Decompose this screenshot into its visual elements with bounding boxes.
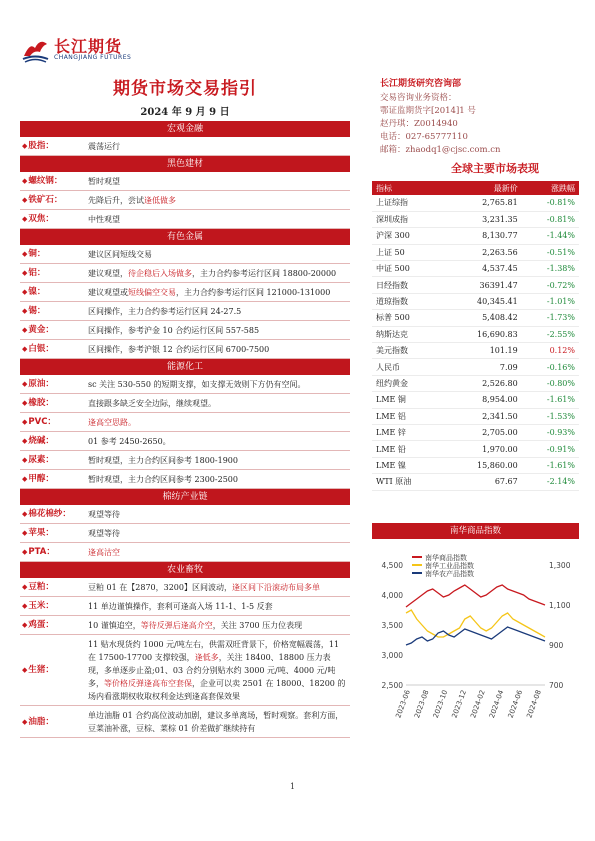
commodity-name (20, 451, 84, 469)
table-row (372, 343, 579, 359)
market-table (372, 181, 579, 491)
diamond-bullet-icon: ◆ (22, 583, 28, 591)
advice-text: 豆粕 01 在【2870，3200】区间波动， (88, 583, 232, 592)
section-header: 能源化工 (20, 359, 350, 375)
diamond-bullet-icon: ◆ (22, 269, 28, 277)
diamond-bullet-icon: ◆ (22, 529, 28, 537)
table-row (372, 441, 579, 457)
advice-text: 中性观望 (88, 215, 120, 224)
table-row (372, 261, 579, 277)
commodity-row (20, 302, 350, 321)
commodity-row (20, 340, 350, 359)
advice-text: 建议观望， (88, 269, 128, 278)
market-name: 日经指数 (372, 277, 442, 293)
commodity-row (20, 283, 350, 302)
market-name: 人民币 (372, 359, 442, 375)
diamond-bullet-icon: ◆ (22, 177, 28, 185)
advice-text: 区间操作，参考沪金 10 合约运行区间 557-585 (88, 326, 260, 335)
market-price: 36391.47 (442, 277, 522, 293)
legend-label: 南华工业品指数 (425, 562, 474, 570)
y-left-tick-label: 2,500 (381, 681, 403, 690)
market-table-title: 全球主要市场表现 (451, 162, 539, 175)
commodity-name (20, 505, 84, 523)
x-tick-label: 2023-10 (431, 688, 450, 720)
commodity-row (20, 210, 350, 229)
advice-text: ，主力合约参考运行区间 121000-131000 (176, 288, 331, 297)
diamond-bullet-icon: ◆ (22, 475, 28, 483)
contact-line: 交易咨询业务资格： (380, 93, 457, 103)
y-right-tick-label: 900 (549, 641, 564, 650)
commodity-label: 螺纹钢： (28, 176, 63, 186)
diamond-bullet-icon: ◆ (22, 380, 28, 388)
page-title: 期货市场交易指引 (113, 79, 257, 99)
commodity-name (20, 578, 84, 596)
advice-text: 震荡运行 (88, 142, 120, 151)
market-name: 中证 500 (372, 261, 442, 277)
market-name: WTI 原油 (372, 474, 442, 490)
commodity-name (20, 524, 84, 542)
advice-text: 建议区间短线交易 (88, 250, 152, 259)
commodity-advice (84, 635, 350, 705)
contact-line: 赵丹琪：Z0014940 (380, 119, 458, 129)
commodity-row (20, 264, 350, 283)
commodity-label: 双焦： (28, 214, 54, 224)
y-right-tick-label: 1,100 (549, 601, 571, 610)
market-change: -1.01% (522, 293, 579, 309)
commodity-advice (84, 394, 350, 412)
market-name: LME 铜 (372, 392, 442, 408)
advice-text: 观望等待 (88, 510, 120, 519)
commodity-name (20, 706, 84, 737)
market-name: LME 铅 (372, 441, 442, 457)
commodity-advice (84, 451, 350, 469)
commodity-row (20, 451, 350, 470)
diamond-bullet-icon: ◆ (22, 288, 28, 296)
y-left-tick-label: 4,000 (381, 591, 403, 600)
commodity-label: 油脂： (28, 716, 54, 727)
table-row (372, 326, 579, 342)
commodity-label: 尿素： (28, 455, 54, 465)
report-date: 2024 年 9 月 9 日 (140, 107, 230, 118)
commodity-row (20, 245, 350, 264)
table-row (372, 359, 579, 375)
commodity-advice (84, 432, 350, 450)
commodity-name (20, 245, 84, 263)
commodity-row (20, 635, 350, 706)
diamond-bullet-icon: ◆ (22, 602, 28, 610)
advice-text: ，关注 18400、18800 压力表现，多单逐步止盈;01、03 合约分别贴水约 3000 元/吨、4000 元/吨多， (88, 653, 336, 688)
market-price: 2,705.00 (442, 424, 522, 440)
market-name: 纳斯达克 (372, 326, 442, 342)
market-change: -2.14% (522, 474, 579, 490)
commodity-name (20, 635, 84, 705)
commodity-name (20, 340, 84, 358)
commodity-name (20, 302, 84, 320)
market-price: 16,690.83 (442, 326, 522, 342)
commodity-label: PVC： (28, 417, 56, 427)
commodity-advice (84, 470, 350, 488)
commodity-label: 原油： (28, 379, 54, 389)
nanhua-index-chart (372, 545, 579, 735)
commodity-advice (84, 375, 350, 393)
commodity-name (20, 137, 84, 155)
market-name: 沪深 300 (372, 228, 442, 244)
market-change: -2.55% (522, 326, 579, 342)
market-price: 8,130.77 (442, 228, 522, 244)
commodity-advice (84, 172, 350, 190)
commodity-label: 铁矿石： (28, 195, 63, 205)
x-tick-label: 2023-08 (413, 688, 431, 720)
section-header: 棉纺产业链 (20, 489, 350, 505)
header-price: 最新价 (442, 181, 522, 195)
commodity-label: 黄金： (28, 325, 54, 335)
market-price: 2,526.80 (442, 375, 522, 391)
highlight-text: 等价格反弹逢高布空套保 (104, 679, 192, 688)
series-line (406, 585, 545, 607)
commodity-row (20, 470, 350, 489)
contact-line: 邮箱：zhaodq1@cjsc.com.cn (380, 145, 501, 155)
market-change: -0.81% (522, 211, 579, 227)
advice-text: 先降后升，尝试 (88, 196, 144, 205)
market-change: -0.80% (522, 375, 579, 391)
commodity-label: 生猪： (28, 665, 54, 675)
commodity-name (20, 264, 84, 282)
x-tick-label: 2024-02 (469, 688, 487, 720)
diamond-bullet-icon: ◆ (22, 142, 28, 150)
commodity-advice (84, 597, 350, 615)
market-price: 2,263.56 (442, 244, 522, 260)
highlight-text: 逢高沽空 (88, 548, 120, 557)
market-price: 2,341.50 (442, 408, 522, 424)
commodity-advice (84, 524, 350, 542)
x-tick-label: 2023-06 (394, 688, 412, 720)
diamond-bullet-icon: ◆ (22, 510, 28, 518)
highlight-text: 逢区间下沿滚动布局多单 (231, 583, 320, 592)
commodity-row (20, 172, 350, 191)
commodity-advice (84, 413, 350, 431)
market-change: -1.61% (522, 392, 579, 408)
commodity-name (20, 375, 84, 393)
market-price: 101.19 (442, 343, 522, 359)
commodity-row (20, 413, 350, 432)
table-row (372, 195, 579, 211)
contact-info (380, 78, 580, 157)
market-table-header (372, 181, 579, 195)
diamond-bullet-icon: ◆ (22, 456, 28, 464)
commodity-row (20, 578, 350, 597)
market-price: 2,765.81 (442, 195, 522, 211)
market-price: 8,954.00 (442, 392, 522, 408)
diamond-bullet-icon: ◆ (22, 437, 28, 445)
commodity-row (20, 321, 350, 340)
commodity-advice (84, 264, 350, 282)
advice-text: 11 单边谨慎操作，套利可逢高入场 11-1、1-5 反套 (88, 602, 273, 611)
commodity-label: 橡胶： (28, 398, 54, 408)
commodity-row (20, 524, 350, 543)
commodity-name (20, 470, 84, 488)
market-price: 3,231.35 (442, 211, 522, 227)
commodity-row (20, 505, 350, 524)
advice-text: ，企业可以卖 2501 在 18000、18200 的场内看涨期权收取权利金达到逢高套保效果 (88, 679, 346, 701)
diamond-bullet-icon: ◆ (22, 326, 28, 334)
market-change: -1.53% (522, 408, 579, 424)
commodity-label: 镍： (28, 287, 46, 297)
x-tick-label: 2024-08 (525, 688, 543, 720)
x-tick-label: 2023-12 (450, 688, 469, 720)
changjiang-logo-icon (20, 34, 50, 64)
advice-text: 暂时观望，主力合约区间参考 2300-2500 (88, 475, 238, 484)
commodity-name (20, 432, 84, 450)
market-change: -1.38% (522, 261, 579, 277)
market-name: 上证 50 (372, 244, 442, 260)
diamond-bullet-icon: ◆ (22, 345, 28, 353)
market-price: 7.09 (442, 359, 522, 375)
advice-text: 暂时观望，主力合约区间参考 1800-1900 (88, 456, 238, 465)
commodity-label: 苹果： (28, 528, 54, 538)
highlight-text: 待企稳后入场做多 (128, 269, 192, 278)
diamond-bullet-icon: ◆ (22, 250, 28, 258)
market-price: 5,408.42 (442, 310, 522, 326)
section-header: 有色金属 (20, 229, 350, 245)
advice-text: ，关注 3700 压力位表现 (212, 621, 303, 630)
commodity-advice (84, 210, 350, 228)
commodity-name (20, 321, 84, 339)
commodity-name (20, 283, 84, 301)
commodity-advice (84, 137, 350, 155)
diamond-bullet-icon: ◆ (22, 399, 28, 407)
commodity-advice (84, 283, 350, 301)
market-change: -1.73% (522, 310, 579, 326)
header-change: 涨跌幅 (522, 181, 579, 195)
commodity-name (20, 172, 84, 190)
commodity-label: 玉米： (28, 601, 54, 611)
table-row (372, 244, 579, 260)
table-row (372, 424, 579, 440)
commodity-label: 白银： (28, 344, 54, 354)
commodity-advice (84, 191, 350, 209)
advice-text: 01 参考 2450-2650。 (88, 437, 171, 446)
commodity-advice (84, 616, 350, 634)
advice-text: 观望等待 (88, 529, 120, 538)
commodity-label: 铜： (28, 249, 46, 259)
market-name: LME 锌 (372, 424, 442, 440)
market-change: -0.93% (522, 424, 579, 440)
advice-text: 建议观望或 (88, 288, 128, 297)
table-row (372, 277, 579, 293)
commodity-guide (20, 121, 350, 738)
commodity-row (20, 616, 350, 635)
table-row (372, 211, 579, 227)
advice-text: 直接跟多缺乏安全边际，继续观望。 (88, 399, 216, 408)
table-row (372, 228, 579, 244)
commodity-advice (84, 505, 350, 523)
brand-name: 长江期货 (54, 37, 123, 56)
highlight-text: 逢低多 (194, 653, 219, 662)
commodity-name (20, 191, 84, 209)
market-change: -1.61% (522, 457, 579, 473)
table-row (372, 392, 579, 408)
market-change: -0.81% (522, 195, 579, 211)
advice-text: 单边油脂 01 合约高位波动加剧，建议多单离场，暂时观察。套利方面，豆菜油补涨，豆棕、菜棕 01 价差做扩继续持有 (88, 711, 344, 733)
advice-text: ，主力合约参考运行区间 18800-20000 (192, 269, 337, 278)
market-price: 4,537.45 (442, 261, 522, 277)
market-name: 道琼指数 (372, 293, 442, 309)
commodity-row (20, 432, 350, 451)
market-change: -0.91% (522, 441, 579, 457)
market-price: 40,345.41 (442, 293, 522, 309)
market-change: -0.51% (522, 244, 579, 260)
advice-text: 区间操作，参考沪银 12 合约运行区间 6700-7500 (88, 345, 270, 354)
commodity-label: 鸡蛋： (28, 620, 54, 630)
commodity-name (20, 543, 84, 561)
market-name: LME 镍 (372, 457, 442, 473)
advice-text: 11 贴水现货约 1000 元/吨左右，供需双旺背景下，价格宽幅震荡，11 在 17500-17700 支撑较强， (88, 640, 340, 662)
commodity-label: 锡： (28, 306, 46, 316)
y-left-tick-label: 3,500 (381, 621, 403, 630)
diamond-bullet-icon: ◆ (22, 215, 28, 223)
commodity-name (20, 413, 84, 431)
commodity-label: 棉花棉纱： (28, 509, 71, 519)
diamond-bullet-icon: ◆ (22, 717, 28, 726)
market-name: 美元指数 (372, 343, 442, 359)
org-name: 长江期货研究咨询部 (380, 79, 462, 89)
commodity-row (20, 706, 350, 738)
commodity-label: PTA： (28, 547, 55, 557)
commodity-advice (84, 245, 350, 263)
section-header: 黑色建材 (20, 156, 350, 172)
section-header: 农业畜牧 (20, 562, 350, 578)
commodity-advice (84, 302, 350, 320)
diamond-bullet-icon: ◆ (22, 307, 28, 315)
contact-line: 鄂证监期货字[2014]1 号 (380, 106, 476, 116)
market-price: 15,860.00 (442, 457, 522, 473)
nanhua-chart-title: 南华商品指数 (372, 523, 579, 539)
commodity-row (20, 597, 350, 616)
section-header: 宏观金融 (20, 121, 350, 137)
commodity-label: 股指： (28, 141, 54, 151)
market-change: 0.12% (522, 343, 579, 359)
commodity-label: 甲醇： (28, 474, 54, 484)
diamond-bullet-icon: ◆ (22, 196, 28, 204)
market-change: -0.72% (522, 277, 579, 293)
commodity-name (20, 616, 84, 634)
market-name: LME 铝 (372, 408, 442, 424)
y-left-tick-label: 4,500 (381, 561, 403, 570)
market-change: -1.44% (522, 228, 579, 244)
diamond-bullet-icon: ◆ (22, 418, 28, 426)
diamond-bullet-icon: ◆ (22, 621, 28, 629)
commodity-label: 烧碱： (28, 436, 54, 446)
market-price: 67.67 (442, 474, 522, 490)
commodity-row (20, 191, 350, 210)
y-right-tick-label: 1,300 (549, 561, 571, 570)
header-indicator: 指标 (372, 181, 442, 195)
advice-text: 区间操作，主力合约参考运行区间 24-27.5 (88, 307, 242, 316)
commodity-label: 豆粕： (28, 582, 54, 592)
commodity-name (20, 210, 84, 228)
table-row (372, 310, 579, 326)
market-name: 标普 500 (372, 310, 442, 326)
brand-name-en: CHANGJIANG FUTURES (54, 54, 132, 61)
commodity-advice (84, 578, 350, 596)
commodity-advice (84, 706, 350, 737)
legend-label: 南华农产品指数 (425, 570, 474, 578)
contact-line: 电话：027-65777110 (380, 132, 468, 142)
table-row (372, 474, 579, 490)
highlight-text: 逢高空思路。 (88, 418, 136, 427)
advice-text: 暂时观望 (88, 177, 120, 186)
diamond-bullet-icon: ◆ (22, 666, 28, 674)
commodity-advice (84, 340, 350, 358)
market-name: 上证综指 (372, 195, 442, 211)
highlight-text: 短线偏空交易 (128, 288, 176, 297)
commodity-advice (84, 321, 350, 339)
market-name: 纽约黄金 (372, 375, 442, 391)
market-price: 1,970.00 (442, 441, 522, 457)
y-left-tick-label: 3,000 (381, 651, 403, 660)
x-tick-label: 2024-06 (506, 688, 525, 720)
commodity-row (20, 543, 350, 562)
brand-logo (20, 32, 160, 74)
advice-text: sc 关注 530-550 的短期支撑，如支撑无效则下方仍有空间。 (88, 380, 306, 389)
commodity-row (20, 394, 350, 413)
diamond-bullet-icon: ◆ (22, 548, 28, 556)
table-row (372, 457, 579, 473)
commodity-name (20, 597, 84, 615)
x-tick-label: 2024-04 (487, 688, 506, 720)
table-row (372, 375, 579, 391)
table-row (372, 293, 579, 309)
commodity-label: 铝： (28, 268, 46, 278)
commodity-advice (84, 543, 350, 561)
page-number: 1 (290, 782, 296, 791)
commodity-name (20, 394, 84, 412)
table-row (372, 408, 579, 424)
commodity-row (20, 137, 350, 156)
commodity-row (20, 375, 350, 394)
legend-label: 南华商品指数 (425, 554, 467, 562)
highlight-text: 逢低做多 (144, 196, 176, 205)
market-change: -0.16% (522, 359, 579, 375)
market-name: 深圳成指 (372, 211, 442, 227)
y-right-tick-label: 700 (549, 681, 564, 690)
advice-text: 10 谨慎追空， (88, 621, 141, 630)
highlight-text: 等待反弹后逢高介空 (140, 621, 213, 630)
